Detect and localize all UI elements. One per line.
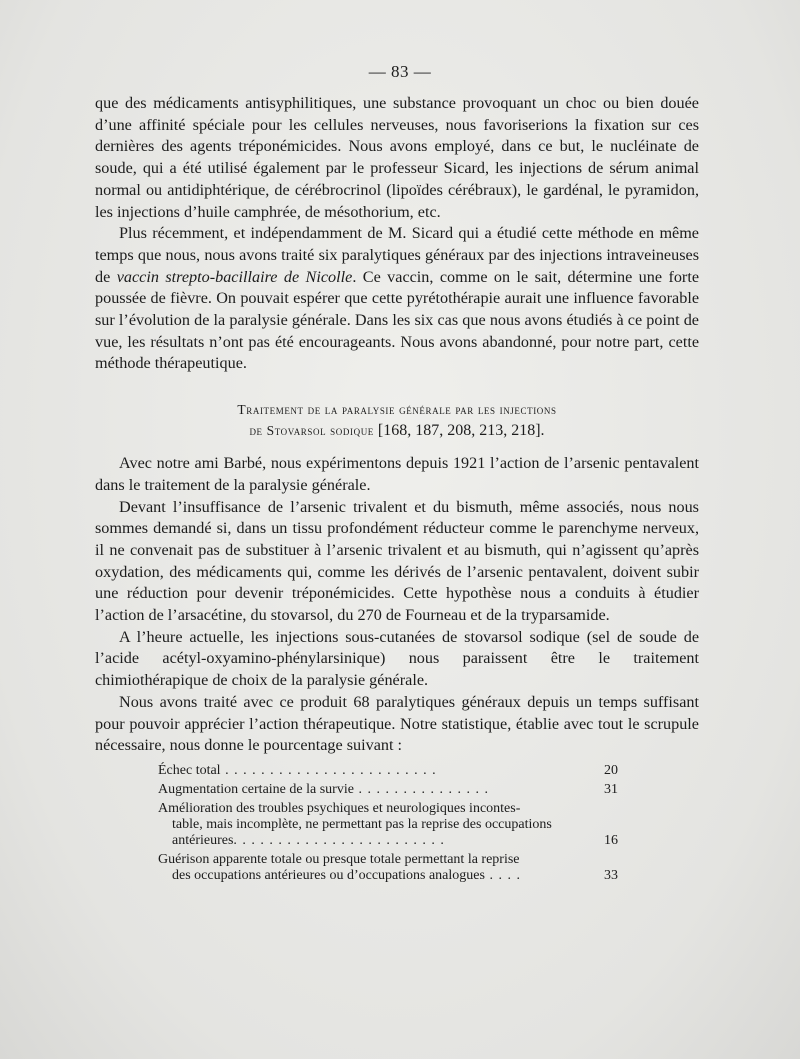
row-label: Guérison apparente totale ou presque totale permettant la reprise des occupations antérieures ou d’occupations analogues . . . . xyxy=(158,852,596,884)
section-heading-text: de Stovarsol sodique xyxy=(249,423,374,439)
row-label: Augmentation certaine de la survie . . . . . . . . . . . . . . . xyxy=(158,781,489,797)
page-body xyxy=(95,93,699,887)
table-row xyxy=(158,852,618,884)
section-heading xyxy=(95,399,699,441)
section-heading-line-2 xyxy=(95,420,699,441)
row-value: 31 xyxy=(604,781,618,797)
row-label-continued: table, mais incomplète, ne permettant pas la reprise des occupations antérieures. . . . . . . . . . . . . . . . . . . . . . . . xyxy=(172,816,552,848)
paragraph: Devant l’insuffisance de l’arsenic trivalent et du bismuth, même associés, nous nous sommes demandé si, dans un tissu profondément réducteur comme le parenchyme nerveux, il ne convenait pas de substituer à l’arsenic trivalent et au bismuth, qui n’agissent qu’après oxydation, des médicaments qui, comme les dérivés de l’arsenic pentavalent, doivent subir une réduction pour devenir tréponémicides. Cette hypothèse nous a conduits à étudier l’action de l’arsacétine, du stovarsol, du 270 de Fourneau et de la tryparsamide. xyxy=(95,497,699,625)
paragraph xyxy=(95,223,699,375)
section-references: [168, 187, 208, 213, 218]. xyxy=(377,422,545,440)
paragraph-text: Plus récemment, et indépendamment de M. Sicard qui a étudié cette méthode en même temps que nous, nous avons traité six paralytiques généraux par des injections intraveineuses de xyxy=(95,224,699,286)
leader-dots: . . . . . . . . . . . . . . . . . . . . . . . . xyxy=(233,832,445,848)
paragraph: que des médicaments antisyphilitiques, une substance provoquant un choc ou bien douée d’une affinité spéciale pour les cellules nerveuses, nous favoriserions la fixation sur ces dernières des agents tréponémicides. Nous avons employé, dans ce but, le nucléinate de soude, qui a été utilisé également par le professeur Sicard, les injections de sérum animal normal ou antidiphtérique, de cérébrocrinol (lipoïdes cérébraux), le gardénal, le pyramidon, les injections d’huile camphrée, de mésothorium, etc. xyxy=(95,94,699,221)
page-number: — 83 — xyxy=(368,62,432,81)
paragraph: Avec notre ami Barbé, nous expérimentons depuis 1921 l’action de l’arsenic pentavalent dans le traitement de la paralysie générale. xyxy=(95,454,699,494)
paragraph-text: . Ce vaccin, comme on le sait, détermine une forte poussée de fièvre. On pouvait espérer que cette pyrétothérapie aurait une influence favorable sur l’évolution de la paralysie générale. Dans les six cas que nous avons étudiés à ce point de vue, les résultats n’ont pas été encourageants. Nous avons abandonné, pour notre part, cette méthode thérapeutique. xyxy=(95,267,700,373)
row-label-continued: des occupations antérieures ou d’occupations analogues . . . . xyxy=(172,867,521,883)
row-value: 20 xyxy=(604,762,618,778)
paragraph: A l’heure actuelle, les injections sous-cutanées de stovarsol sodique (sel de soude de l’acide acétyl-oxyamino-phénylarsinique) nous paraissent être le traitement chimiothérapique de choix de la paralysie générale. xyxy=(95,627,699,690)
paragraph: Nous avons traité avec ce produit 68 paralytiques généraux depuis un temps suffisant pour pouvoir apprécier l’action thérapeutique. Notre statistique, établie avec tout le scrupule nécessaire, nous donne le pourcentage suivant : xyxy=(95,692,699,755)
row-value: 16 xyxy=(604,832,618,848)
section-heading-line: Traitement de la paralysie générale par les injections xyxy=(237,402,557,418)
leader-dots: . . . . xyxy=(484,867,521,883)
row-label: Échec total . . . . . . . . . . . . . . . . . . . . . . . . xyxy=(158,762,437,778)
table-row xyxy=(158,782,618,798)
row-value: 33 xyxy=(604,867,618,883)
italic-term: vaccin strepto-bacillaire de Nicolle xyxy=(116,267,353,286)
leader-dots: . . . . . . . . . . . . . . . xyxy=(353,781,489,797)
table-row xyxy=(158,801,618,849)
table-row xyxy=(158,763,618,779)
row-label: Amélioration des troubles psychiques et neurologiques incontes- table, mais incomplète, ne permettant pas la reprise des occupations antérieures. . . . . . . . . . . . . . . . . . . . . . . . xyxy=(158,801,596,849)
results-table xyxy=(158,763,618,884)
leader-dots: . . . . . . . . . . . . . . . . . . . . . . . . xyxy=(220,762,437,778)
